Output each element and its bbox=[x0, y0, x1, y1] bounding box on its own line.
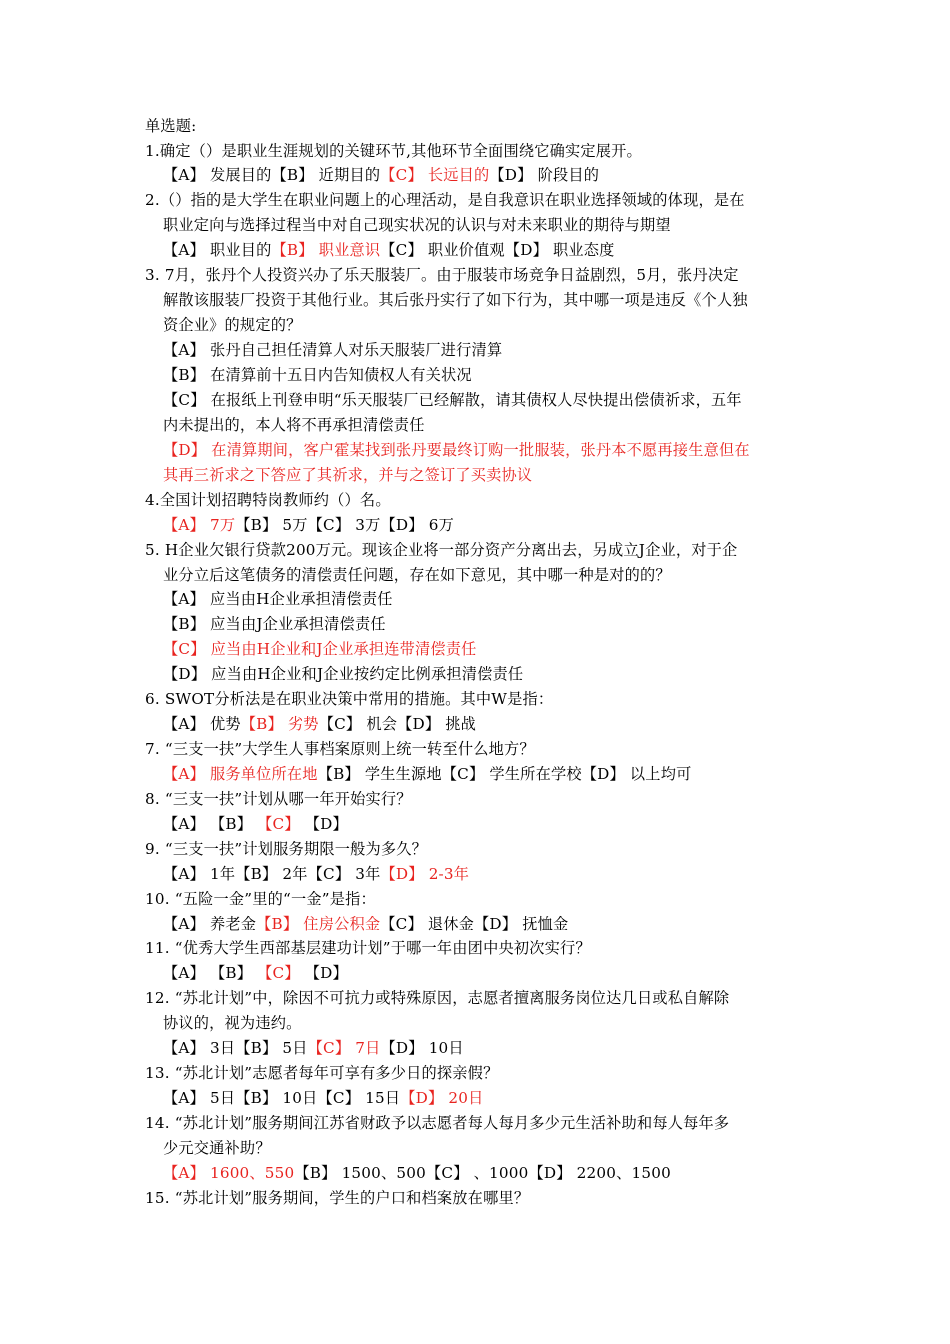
text-segment: 【B】 应当由J企业承担清偿责任 bbox=[163, 615, 386, 633]
text-segment: 【A】 【B】 bbox=[163, 964, 258, 982]
choice-line bbox=[163, 314, 302, 336]
text-segment: 【A】 【B】 bbox=[163, 815, 258, 833]
choice-line bbox=[163, 763, 691, 785]
correct-answer-text: 【D】 20日 bbox=[400, 1089, 484, 1107]
question-line bbox=[145, 688, 553, 710]
text-segment: 8. “三支一扶”计划从哪一年开始实行？ bbox=[145, 790, 412, 808]
question-line bbox=[145, 838, 427, 860]
question-line bbox=[145, 189, 745, 211]
text-segment: 10. “五险一金”里的“一金”是指： bbox=[145, 890, 376, 908]
text-segment: 7. “三支一扶”大学生人事档案原则上统一转至什么地方？ bbox=[145, 740, 535, 758]
correct-answer-text: 【A】 服务单位所在地 bbox=[163, 765, 318, 783]
correct-answer-text: 【C】 bbox=[257, 815, 300, 833]
choice-line bbox=[163, 389, 742, 411]
text-segment: 1.确定（）是职业生涯规划的关键环节,其他环节全面围绕它确实定展开。 bbox=[145, 142, 642, 160]
choice-line bbox=[163, 813, 348, 835]
choice-line bbox=[163, 364, 472, 386]
text-segment: 资企业》的规定的？ bbox=[163, 316, 302, 334]
text-segment: 【C】 在报纸上刊登申明“乐天服装厂已经解散，请其债权人尽快提出偿债祈求，五年 bbox=[163, 391, 742, 409]
question-line bbox=[145, 1187, 529, 1209]
choice-line bbox=[163, 289, 748, 311]
question-line bbox=[145, 1062, 498, 1084]
text-segment: 【A】 发展目的【B】 近期目的 bbox=[163, 166, 381, 184]
text-segment: 【C】 机会【D】 挑战 bbox=[318, 715, 477, 733]
text-segment: 9. “三支一扶”计划服务期限一般为多久？ bbox=[145, 840, 428, 858]
choice-line bbox=[163, 962, 348, 984]
choice-line bbox=[163, 414, 425, 436]
text-segment: 【C】 职业价值观【D】 职业态度 bbox=[380, 241, 615, 259]
text-segment: 【B】 5万【C】 3万【D】 6万 bbox=[235, 516, 454, 534]
text-segment: 【A】 5日【B】 10日【C】 15日 bbox=[163, 1089, 401, 1107]
choice-line bbox=[163, 339, 502, 361]
question-line bbox=[145, 140, 642, 162]
correct-answer-text: 【B】 职业意识 bbox=[271, 241, 381, 259]
choice-line bbox=[163, 239, 615, 261]
text-segment: 【A】 张丹自己担任清算人对乐天服装厂进行清算 bbox=[163, 341, 503, 359]
text-segment: 6. SWOT分析法是在职业决策中常用的措施。其中W是指： bbox=[145, 690, 554, 708]
choice-line bbox=[163, 913, 568, 935]
correct-answer-text: 【C】 bbox=[257, 964, 300, 982]
correct-answer-text: 其再三祈求之下答应了其祈求，并与之签订了买卖协议 bbox=[163, 466, 533, 484]
choice-line bbox=[163, 663, 523, 685]
text-segment: 协议的，视为违约。 bbox=[163, 1014, 302, 1032]
text-segment: 【A】 养老金 bbox=[163, 915, 257, 933]
text-segment: 12. “苏北计划”中，除因不可抗力或特殊原因，志愿者擅离服务岗位达几日或私自解除 bbox=[145, 989, 730, 1007]
text-segment: 【B】 1500、500【C】 、1000【D】 2200、1500 bbox=[294, 1164, 671, 1182]
text-segment: 业分立后这笔债务的清偿责任问题，存在如下意见，其中哪一种是对的的？ bbox=[163, 566, 671, 584]
text-segment: 15. “苏北计划”服务期间，学生的户口和档案放在哪里？ bbox=[145, 1189, 530, 1207]
correct-answer-text: 【C】 7日 bbox=[307, 1039, 381, 1057]
choice-line bbox=[163, 863, 469, 885]
text-segment: 【A】 应当由H企业承担清偿责任 bbox=[163, 590, 393, 608]
text-segment: 2.（）指的是大学生在职业问题上的心理活动，是自我意识在职业选择领域的体现，是在 bbox=[145, 191, 745, 209]
question-line bbox=[145, 937, 591, 959]
correct-answer-text: 【B】 劣势 bbox=[240, 715, 319, 733]
choice-line bbox=[163, 1087, 484, 1109]
choice-line bbox=[163, 564, 671, 586]
choice-line bbox=[163, 588, 393, 610]
text-segment: 【C】 退休金【D】 抚恤金 bbox=[380, 915, 569, 933]
text-segment: 职业定向与选择过程当中对自己现实状况的认识与对未来职业的期待与期望 bbox=[163, 216, 671, 234]
text-segment: 【A】 职业目的 bbox=[163, 241, 272, 259]
question-line bbox=[145, 888, 376, 910]
question-line bbox=[145, 1112, 729, 1134]
text-segment: 13. “苏北计划”志愿者每年可享有多少日的探亲假？ bbox=[145, 1064, 499, 1082]
text-segment: 11. “优秀大学生西部基层建功计划”于哪一年由团中央初次实行？ bbox=[145, 939, 591, 957]
choice-line bbox=[163, 514, 454, 536]
question-line bbox=[145, 489, 391, 511]
choice-line bbox=[163, 713, 476, 735]
correct-answer-text: 【D】 在清算期间，客户霍某找到张丹要最终订购一批服装，张丹本不愿再接生意但在 bbox=[163, 441, 750, 459]
text-segment: 【A】 3日【B】 5日 bbox=[163, 1039, 308, 1057]
text-segment: 3. 7月，张丹个人投资兴办了乐天服装厂。由于服装市场竞争日益剧烈，5月，张丹决定 bbox=[145, 266, 739, 284]
question-line bbox=[145, 788, 412, 810]
text-segment: 【D】 10日 bbox=[380, 1039, 464, 1057]
correct-answer-text: 【C】 长远目的 bbox=[380, 166, 490, 184]
correct-answer-text: 【D】 2-3年 bbox=[380, 865, 470, 883]
choice-line bbox=[163, 1037, 464, 1059]
question-line bbox=[145, 264, 739, 286]
question-line bbox=[145, 987, 729, 1009]
text-segment: 【D】 应当由H企业和J企业按约定比例承担清偿责任 bbox=[163, 665, 524, 683]
choice-line bbox=[163, 214, 671, 236]
text-segment: 【B】 在清算前十五日内告知债权人有关状况 bbox=[163, 366, 472, 384]
text-segment: 少元交通补助？ bbox=[163, 1139, 271, 1157]
choice-line bbox=[163, 613, 386, 635]
text-segment: 【D】 bbox=[299, 815, 348, 833]
text-segment: 4.全国计划招聘特岗教师约（）名。 bbox=[145, 491, 391, 509]
choice-line bbox=[163, 464, 532, 486]
text-segment: 【D】 阶段目的 bbox=[489, 166, 600, 184]
text-segment: 【B】 学生生源地【C】 学生所在学校【D】 以上均可 bbox=[317, 765, 692, 783]
correct-answer-text: 【B】 住房公积金 bbox=[256, 915, 381, 933]
correct-answer-text: 【A】 7万 bbox=[163, 516, 236, 534]
choice-line bbox=[163, 638, 477, 660]
choice-line bbox=[163, 164, 599, 186]
question-line bbox=[145, 738, 535, 760]
text-segment: 【D】 bbox=[299, 964, 348, 982]
choice-line bbox=[163, 1012, 302, 1034]
choice-line bbox=[163, 439, 750, 461]
choice-line bbox=[163, 1137, 271, 1159]
correct-answer-text: 【A】 1600、550 bbox=[163, 1164, 295, 1182]
text-segment: 内未提出的，本人将不再承担清偿责任 bbox=[163, 416, 425, 434]
choice-line bbox=[163, 1162, 671, 1184]
text-segment: 【A】 优势 bbox=[163, 715, 241, 733]
text-segment: 5. H企业欠银行贷款200万元。现该企业将一部分资产分离出去，另成立J企业，对于企 bbox=[145, 541, 738, 559]
text-segment: 14. “苏北计划”服务期间江苏省财政予以志愿者每人每月多少元生活补助和每人每年多 bbox=[145, 1114, 730, 1132]
text-segment: 解散该服装厂投资于其他行业。其后张丹实行了如下行为，其中哪一项是违反《个人独 bbox=[163, 291, 748, 309]
section-heading: 单选题: bbox=[145, 117, 197, 135]
question-line bbox=[145, 539, 737, 561]
correct-answer-text: 【C】 应当由H企业和J企业承担连带清偿责任 bbox=[163, 640, 477, 658]
text-segment: 【A】 1年【B】 2年【C】 3年 bbox=[163, 865, 381, 883]
